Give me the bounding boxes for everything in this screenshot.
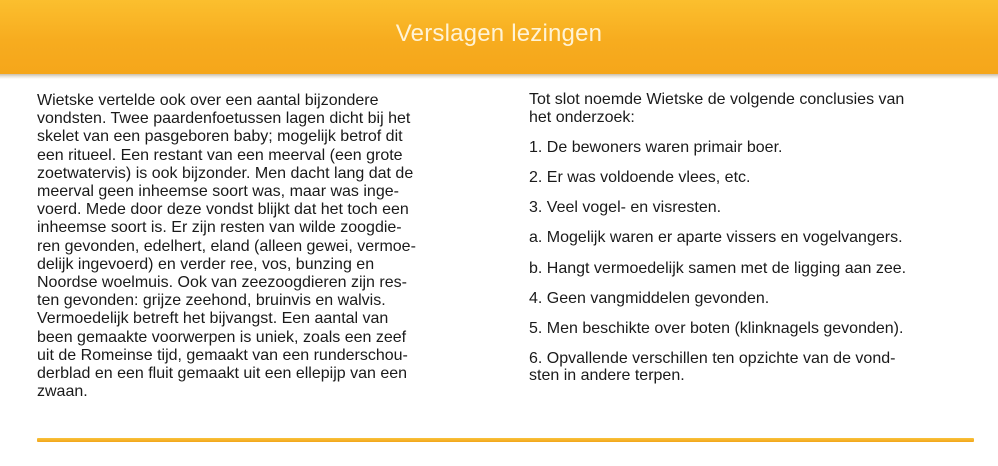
text-line: voerd. Mede door deze vondst blijkt dat het toch een bbox=[37, 201, 409, 219]
page-title: Verslagen lezingen bbox=[395, 20, 603, 47]
right-column bbox=[529, 91, 969, 398]
text-line: een ritueel. Een restant van een meerval (een grote bbox=[37, 146, 403, 164]
text-line: 2. Er was voldoende vlees, etc. bbox=[529, 169, 751, 187]
text-line: Tot slot noemde Wietske de volgende conclusies van bbox=[529, 91, 905, 108]
conclusion-item bbox=[529, 260, 969, 278]
conclusion-item bbox=[529, 199, 969, 217]
conclusions-intro bbox=[529, 91, 969, 126]
text-line: inheemse soort is. Er zijn resten van wilde zoogdie- bbox=[37, 219, 402, 237]
footer-rule bbox=[37, 438, 974, 442]
text-line: 1. De bewoners waren primair boer. bbox=[529, 139, 783, 157]
text-line: derblad en een fluit gemaakt uit een ellepijp van een bbox=[37, 365, 408, 383]
text-line: uit de Romeinse tijd, gemaakt van een runderschou- bbox=[37, 346, 408, 364]
text-line: 6. Opvallende verschillen ten opzichte van de vond- bbox=[529, 349, 896, 367]
text-line: delijk ingevoerd) en verder ree, vos, bunzing en bbox=[37, 255, 375, 273]
conclusion-item bbox=[529, 229, 969, 247]
text-line: ren gevonden, edelhert, eland (alleen gewei, vermoe- bbox=[37, 237, 416, 255]
conclusion-item bbox=[529, 139, 969, 157]
text-line: b. Hangt vermoedelijk samen met de ligging aan zee. bbox=[529, 259, 907, 277]
text-line: Noordse woelmuis. Ook van zeezoogdieren zijn res- bbox=[37, 274, 407, 292]
body-paragraph bbox=[37, 92, 482, 401]
text-line: meerval geen inheemse soort was, maar was inge- bbox=[37, 183, 399, 201]
left-column bbox=[37, 92, 482, 401]
text-line: ten gevonden: grijze zeehond, bruinvis en walvis. bbox=[37, 292, 386, 310]
conclusion-item bbox=[529, 350, 969, 385]
text-line: 5. Men beschikte over boten (klinknagels gevonden). bbox=[529, 319, 904, 337]
text-line: Wietske vertelde ook over een aantal bijzondere bbox=[37, 92, 379, 109]
text-line: zoetwatervis) is ook bijzonder. Men dacht lang dat de bbox=[37, 164, 414, 182]
conclusion-item bbox=[529, 290, 969, 308]
text-line: het onderzoek: bbox=[529, 108, 635, 126]
text-line: sten in andere terpen. bbox=[529, 367, 685, 385]
text-line: 3. Veel vogel- en visresten. bbox=[529, 199, 722, 217]
conclusion-item bbox=[529, 169, 969, 187]
text-line: Vermoedelijk betreft het bijvangst. Een aantal van bbox=[37, 310, 389, 328]
text-line: 4. Geen vangmiddelen gevonden. bbox=[529, 289, 770, 307]
text-line: a. Mogelijk waren er aparte vissers en vogelvangers. bbox=[529, 229, 903, 247]
text-line: zwaan. bbox=[37, 383, 88, 401]
text-line: vondsten. Twee paardenfoetussen lagen dicht bij het bbox=[37, 110, 411, 128]
header-shadow bbox=[0, 74, 998, 79]
conclusion-list bbox=[529, 139, 969, 385]
text-line: skelet van een pasgeboren baby; mogelijk betrof dit bbox=[37, 128, 403, 146]
text-line: been gemaakte voorwerpen is uniek, zoals een zeef bbox=[37, 328, 407, 346]
conclusion-item bbox=[529, 320, 969, 338]
